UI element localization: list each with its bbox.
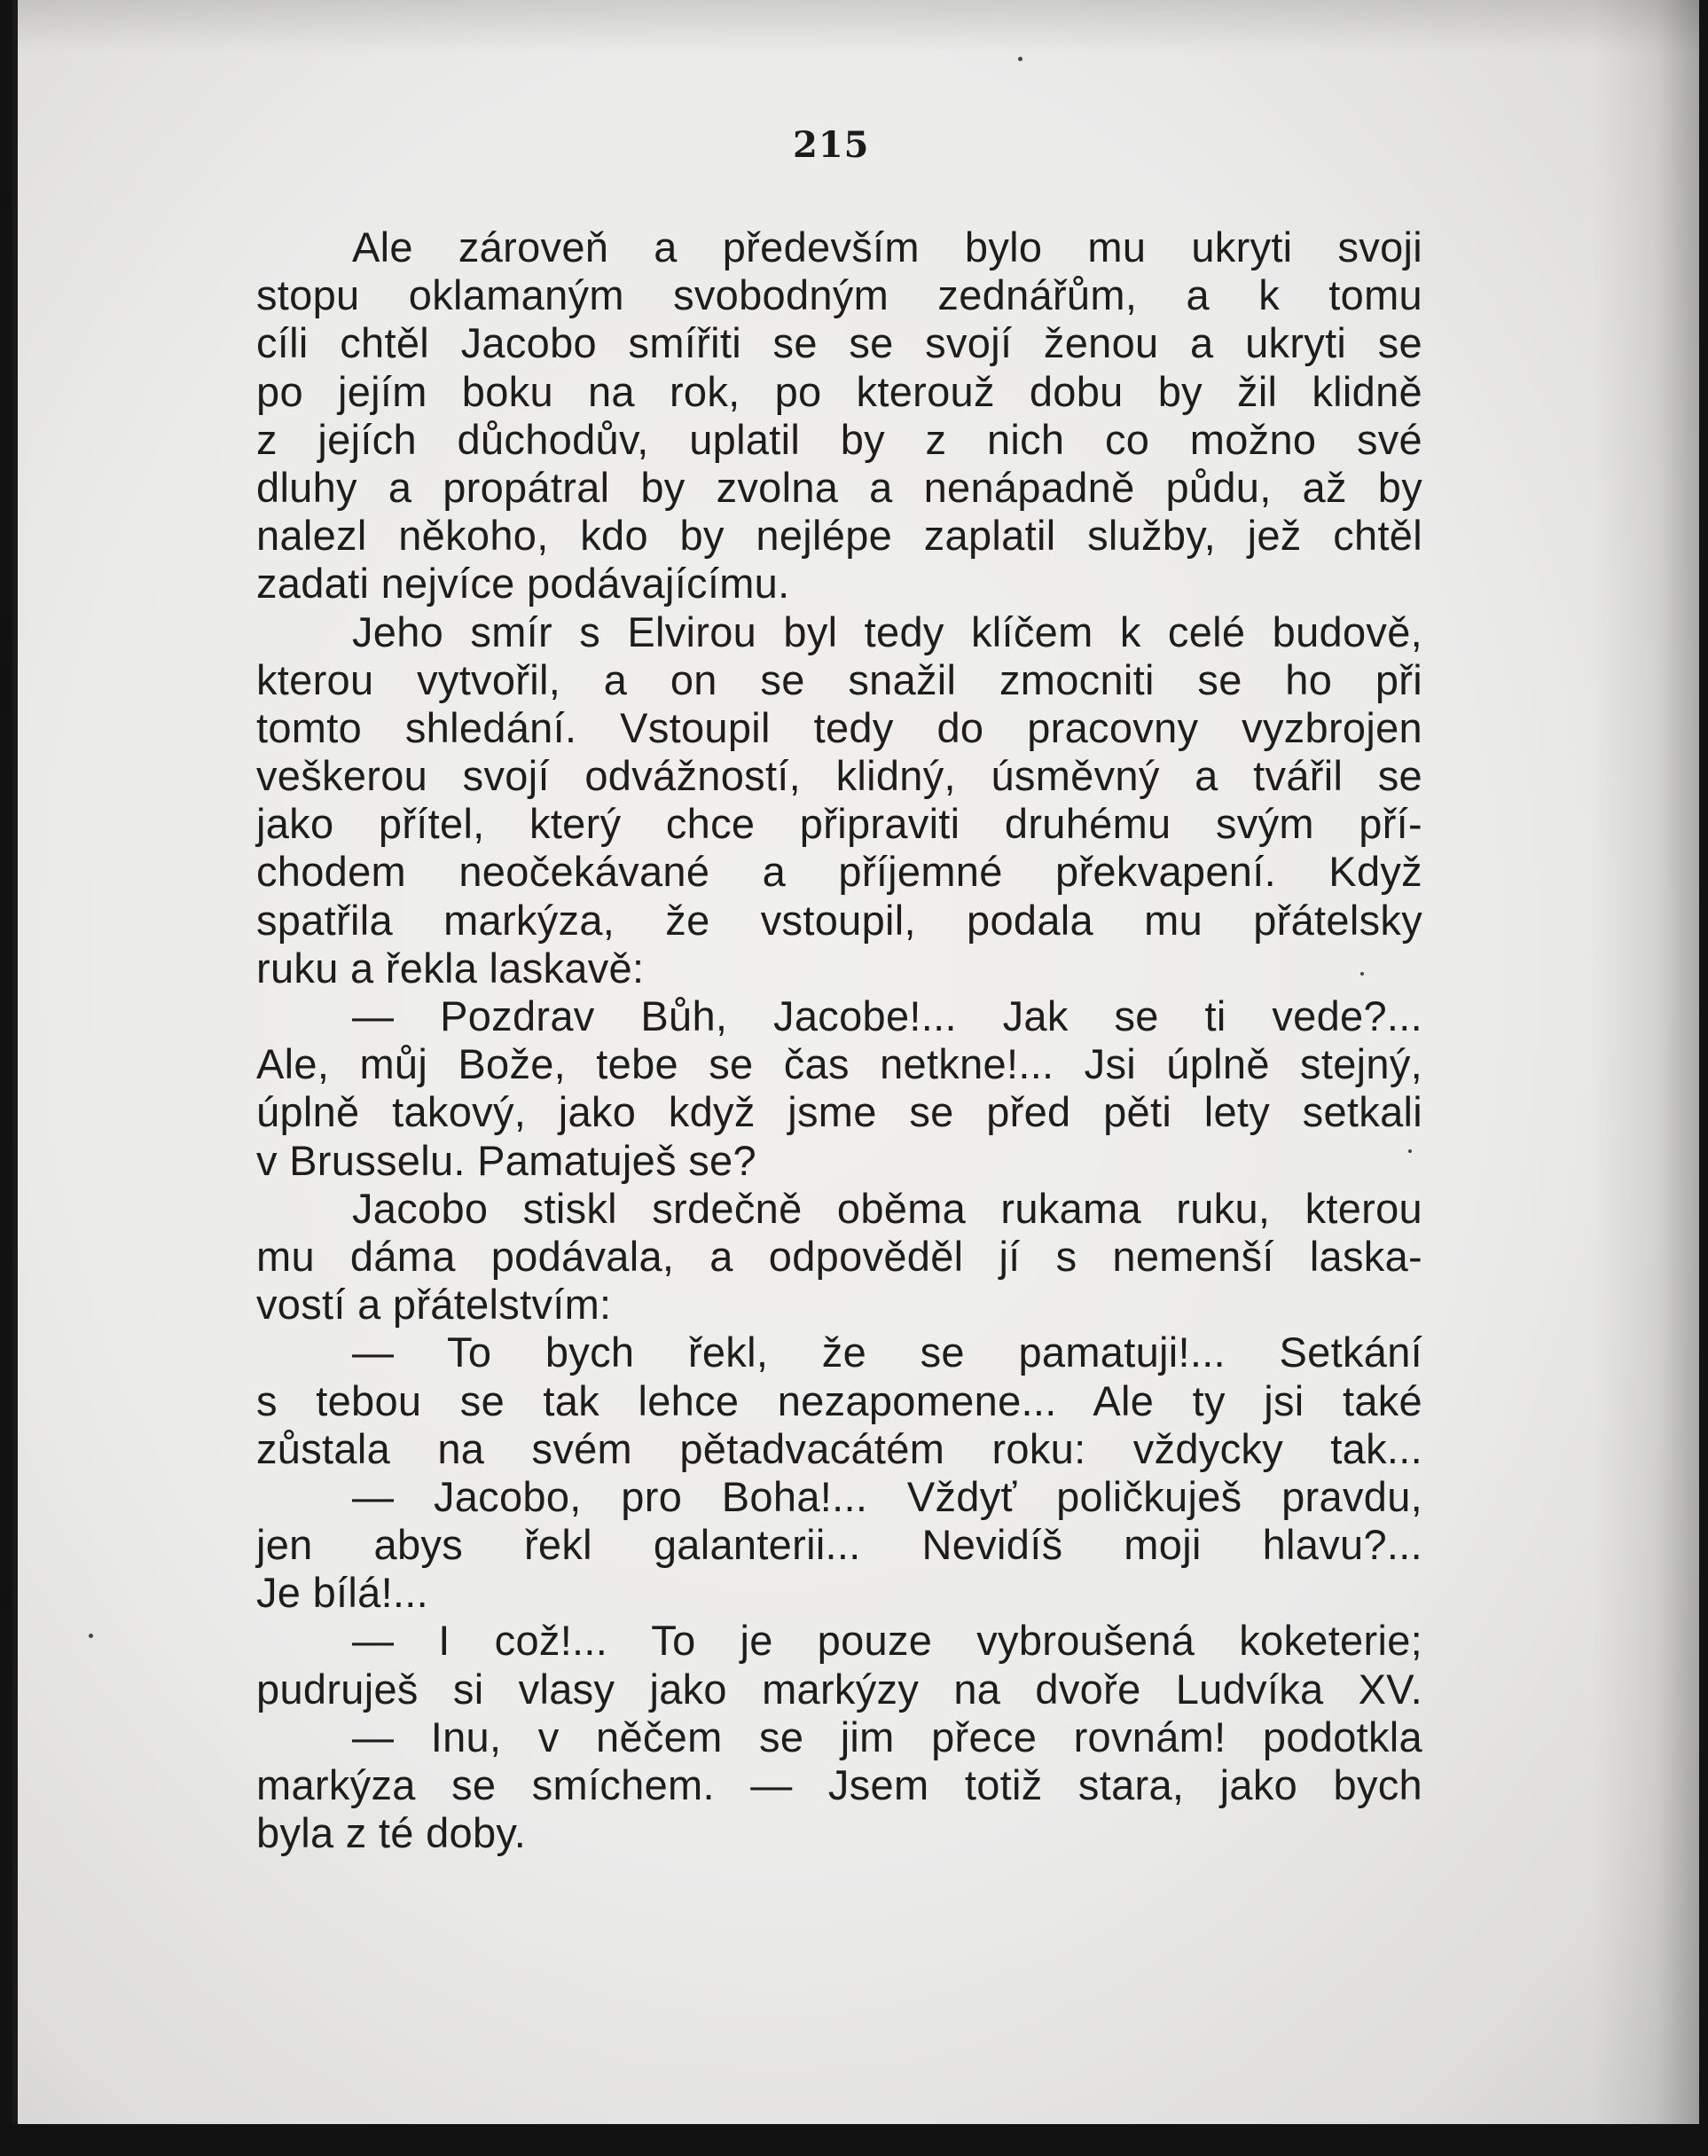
text-line: byla z té doby. — [256, 1809, 527, 1857]
dust-speck — [1360, 972, 1364, 976]
text-line: jen abys řekl galanterii... Nevidíš moji hlavu?... — [256, 1521, 1422, 1569]
text-line: Ale zároveň a především bylo mu ukryti svoji — [352, 223, 1422, 270]
text-line: — Inu, v něčem se jim přece rovnám! podotkla — [352, 1713, 1422, 1760]
text-line: Je bílá!... — [256, 1569, 429, 1617]
dust-speck — [1018, 57, 1022, 61]
dust-speck — [89, 1634, 93, 1638]
text-line: kterou vytvořil, a on se snažil zmocniti se ho při — [256, 655, 1422, 703]
text-line: — Pozdrav Bůh, Jacobe!... Jak se ti vede?... — [352, 992, 1422, 1039]
text-line: stopu oklamaným svobodným zednářům, a k tomu — [256, 271, 1422, 319]
page-gutter-shadow — [1593, 0, 1699, 2124]
text-line: ruku a řekla laskavě: — [256, 944, 645, 992]
text-line: v Brusselu. Pamatuješ se? — [256, 1136, 756, 1184]
body-text — [256, 223, 1422, 1857]
page-number: 215 — [793, 124, 870, 166]
page-left-edge — [12, 0, 18, 2124]
text-line: mu dáma podávala, a odpověděl jí s nemenší laska- — [256, 1232, 1422, 1280]
text-line: dluhy a propátral by zvolna a nenápadně půdu, až by — [256, 463, 1422, 511]
text-line: z jejích důchodův, uplatil by z nich co možno své — [256, 415, 1422, 463]
text-line: Jeho smír s Elvirou byl tedy klíčem k celé budově, — [352, 608, 1422, 655]
text-line: — To bych řekl, že se pamatuji!... Setkání — [352, 1329, 1422, 1376]
binding-mark — [0, 191, 11, 214]
text-line: vostí a přátelstvím: — [256, 1281, 612, 1329]
dust-speck — [1408, 1149, 1412, 1153]
binding-mark — [0, 616, 11, 643]
book-page — [12, 0, 1699, 2124]
binding-mark — [0, 661, 11, 714]
text-line: po jejím boku na rok, po kterouž dobu by žil klidně — [256, 367, 1422, 415]
page-top-shadow — [12, 0, 1699, 53]
text-line: Jacobo stiskl srdečně oběma rukama ruku, kterou — [352, 1184, 1422, 1232]
text-line: veškerou svojí odvážností, klidný, úsměvný a tvářil se — [256, 752, 1422, 800]
text-line: — I což!... To je pouze vybroušená koketerie; — [352, 1617, 1422, 1665]
text-line: jako přítel, který chce připraviti druhému svým pří- — [256, 800, 1422, 848]
text-line: tomto shledání. Vstoupil tedy do pracovny vyzbrojen — [256, 703, 1422, 751]
text-line: zůstala na svém pětadvacátém roku: vždycky tak... — [256, 1424, 1422, 1472]
text-line: — Jacobo, pro Boha!... Vždyť poličkuješ pravdu, — [352, 1472, 1422, 1520]
text-line: zadati nejvíce podávajícímu. — [256, 560, 790, 608]
text-line: Ale, můj Bože, tebe se čas netkne!... Jsi úplně stejný, — [256, 1040, 1422, 1088]
text-line: úplně takový, jako když jsme se před pěti lety setkali — [256, 1088, 1422, 1136]
text-line: cíli chtěl Jacobo smířiti se se svojí ženou a ukryti se — [256, 319, 1422, 367]
binding-mark — [0, 1588, 11, 1609]
text-line: markýza se smíchem. — Jsem totiž stara, jako bych — [256, 1761, 1422, 1808]
text-line: spatřila markýza, že vstoupil, podala mu přátelsky — [256, 896, 1422, 944]
text-line: s tebou se tak lehce nezapomene... Ale ty jsi také — [256, 1376, 1422, 1424]
text-line: nalezl někoho, kdo by nejlépe zaplatil služby, jež chtěl — [256, 512, 1422, 560]
text-line: pudruješ si vlasy jako markýzy na dvoře Ludvíka XV. — [256, 1665, 1422, 1713]
text-line: chodem neočekávané a příjemné překvapení. Když — [256, 848, 1422, 896]
